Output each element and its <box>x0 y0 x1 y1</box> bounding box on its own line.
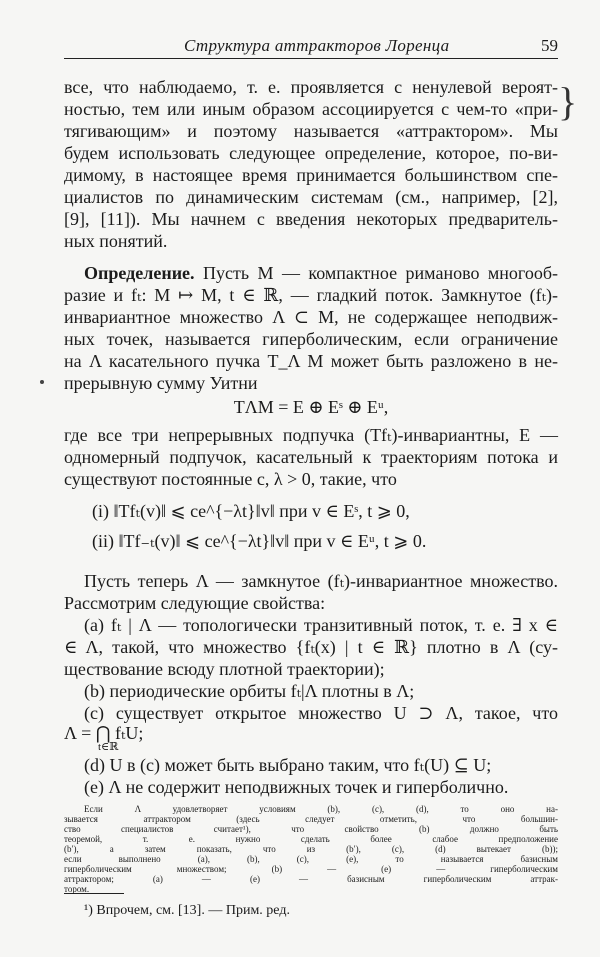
text-line: тором. <box>64 884 90 894</box>
definition-line: инвариантное множество Λ ⊂ M, не содержащее неподвиж- <box>64 307 558 327</box>
property-d: (d) U в (c) может быть выбрано таким, что fₜ(U) ⊆ U; <box>84 755 492 775</box>
definition-line: ных точек, называется гиперболическим, если ограничение <box>64 329 558 349</box>
footnote: ¹) Впрочем, см. [13]. — Прим. ред. <box>84 903 290 918</box>
text-line: [9], [11]). Мы начнем с введения некоторых предваритель- <box>64 209 558 229</box>
condition-i: (i) ‖Tfₜ(v)‖ ⩽ ce^{−λt}‖v‖ при v ∈ Eˢ, t ⩾ 0, <box>92 501 410 521</box>
definition-line: на Λ касательного пучка T_Λ M может быть разложено в не- <box>64 351 558 371</box>
condition-ii: (ii) ‖Tf₋ₜ(v)‖ ⩽ ce^{−λt}‖v‖ при v ∈ Eᵘ, t ⩾ 0. <box>92 531 427 551</box>
running-title: Структура аттракторов Лоренца <box>184 36 450 55</box>
definition-heading: Определение. <box>84 263 195 283</box>
property-a: (а) fₜ | Λ — топологически транзитивный поток, т. е. ∃ x ∈ <box>84 615 558 635</box>
text-line: будем использовать следующее определение, которое, по-ви- <box>64 143 558 163</box>
property-b: (b) периодические орбиты fₜ|Λ плотны в Λ; <box>84 681 415 701</box>
text-line: Если Λ удовлетворяет условиям (b), (c), (d), то оно на- <box>84 804 558 814</box>
definition-line: прерывную сумму Уитни <box>64 373 258 393</box>
definition-first-line <box>84 262 558 284</box>
text-line: Рассмотрим следующие свойства: <box>64 593 326 613</box>
page-header <box>64 36 558 59</box>
property-c: (c) существует открытое множество U ⊃ Λ, такое, что <box>84 703 558 723</box>
property-a-cont: ществование всюду плотной траектории); <box>64 659 385 679</box>
definition-line: Пусть M — компактное риманово многооб- <box>194 263 558 283</box>
text-line: Пусть теперь Λ — замкнутое (fₜ)-инвариантное множество. <box>84 571 558 591</box>
margin-brace-mark: } <box>558 79 578 124</box>
text-line: тягивающим» и поэтому называется «аттрактором». Мы <box>64 121 558 141</box>
text-line: все, что наблюдаемо, т. е. проявляется с ненулевой вероят- <box>64 77 558 97</box>
text-line: гиперболическим множеством; (b) — (e) — гиперболическим <box>64 864 558 874</box>
definition-line: существуют постоянные c, λ > 0, такие, что <box>64 469 397 489</box>
definition-line: разие и fₜ: M ↦ M, t ∈ ℝ, — гладкий поток. Замкнутое (fₜ)- <box>64 285 558 305</box>
text-line: (b′), а затем показать, что из (b′), (c), (d) вытекает (b)); <box>64 844 558 854</box>
property-e: (e) Λ не содержит неподвижных точек и гиперболично. <box>84 777 509 797</box>
property-a-cont: ∈ Λ, такой, что множество {fₜ(x) | t ∈ ℝ} плотно в Λ (су- <box>64 637 558 657</box>
page-number: 59 <box>541 36 558 55</box>
definition-line: одномерный подпучок, касательный к траекториям потока и <box>64 447 558 467</box>
text-line: если выполнено (а), (b), (c), (e), то называется базисным <box>64 854 558 864</box>
margin-dot-mark <box>40 380 44 384</box>
text-line: димому, в настоящее время принимается большинством спе- <box>64 165 558 185</box>
text-line: теоремой, т. е. нужно сделать более слабое предположение <box>64 834 558 844</box>
definition-line: где все три непрерывных подпучка (Tfₜ)-инвариантны, E — <box>64 425 558 445</box>
intersection-subscript: t∈ℝ <box>98 741 119 753</box>
text-line: ство специалистов считает¹), что свойство (b) должно быть <box>64 824 558 834</box>
whitney-sum-formula: TΛM = E ⊕ Eˢ ⊕ Eᵘ, <box>233 397 389 417</box>
text-line: циалистов по динамическим системам (см., например, [2], <box>64 187 558 207</box>
intersection-formula: Λ = ⋂ fₜU; <box>64 723 144 743</box>
text-line: ных понятий. <box>64 231 168 251</box>
text-line: ностью, тем или иным образом ассоциируется с чем-то «при- <box>64 99 558 119</box>
text-line: аттрактором; (а) — (e) — базисным гиперболическим аттрак- <box>64 874 558 884</box>
text-line: зывается аттрактором (здесь следует отметить, что большин- <box>64 814 558 824</box>
